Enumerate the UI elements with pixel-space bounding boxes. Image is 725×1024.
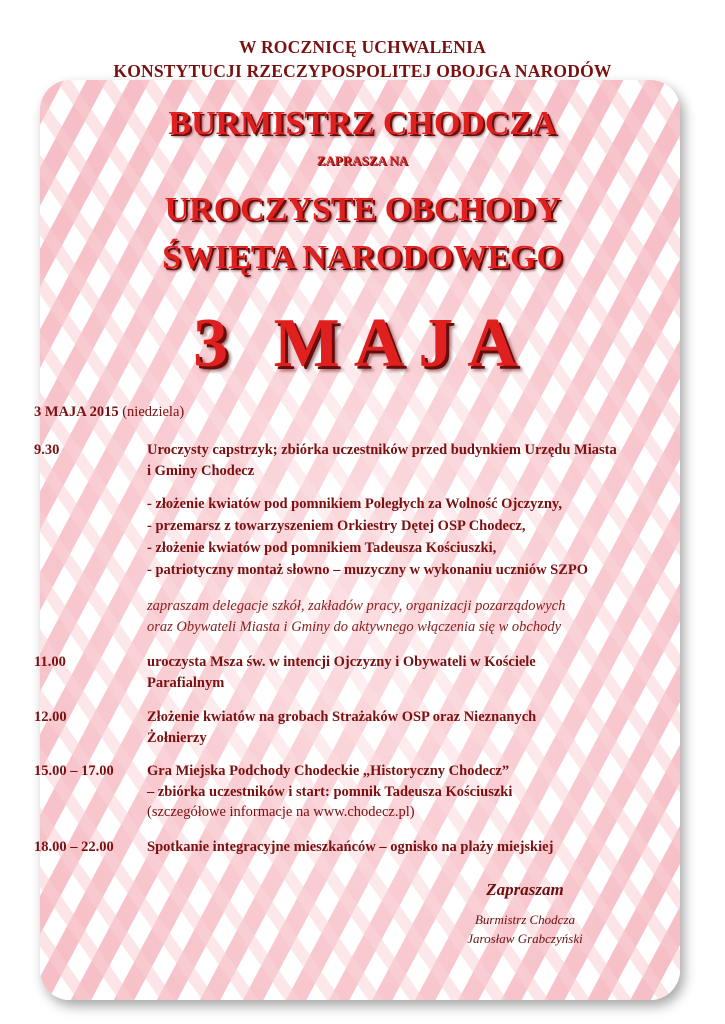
mayor-heading: BURMISTRZ CHODCZA xyxy=(168,105,557,142)
event-1500-line3: (szczegółowe informacje na www.chodecz.pl) xyxy=(147,804,415,820)
signature-title: Burmistrz Chodcza xyxy=(474,912,576,927)
program-date-day: (niedziela) xyxy=(118,404,185,420)
event-sub-2: - przemarsz z towarzyszeniem Orkiestry Dętej OSP Chodecz, xyxy=(147,518,526,534)
program-date-bold: 3 MAJA 2015 xyxy=(34,404,119,420)
time-1200: 12.00 xyxy=(34,709,67,725)
time-1100: 11.00 xyxy=(34,654,66,670)
celebration-heading: UROCZYSTE OBCHODY xyxy=(164,191,561,228)
invites-text: ZAPRASZA NA xyxy=(316,153,409,168)
invite-line-1: zapraszam delegacje szkół, zakładów pracy, organizacji pozarządowych xyxy=(147,598,566,614)
signature-name: Jarosław Grabczyński xyxy=(467,931,583,946)
signature-invite: Zapraszam xyxy=(486,880,564,899)
time-1800: 18.00 – 22.00 xyxy=(34,839,114,855)
event-1500-line2: – zbiórka uczestników i start: pomnik Tadeusza Kościuszki xyxy=(147,784,513,800)
anniversary-line-2: KONSTYTUCJI RZECZYPOSPOLITEJ OBOJGA NARODÓW xyxy=(113,61,612,81)
event-1100-line1: uroczysta Msza św. w intencji Ojczyzny i Obywateli w Kościele xyxy=(147,654,536,670)
time-1500: 15.00 – 17.00 xyxy=(34,763,114,779)
time-930: 9.30 xyxy=(34,442,60,458)
program-date xyxy=(34,402,184,423)
event-930-line1: Uroczysty capstrzyk; zbiórka uczestników przed budynkiem Urzędu Miasta xyxy=(147,442,617,458)
invite-line-2: oraz Obywateli Miasta i Gminy do aktywnego włączenia się w obchody xyxy=(147,619,562,635)
event-1500-line1: Gra Miejska Podchody Chodeckie „Historyczny Chodecz” xyxy=(147,763,510,779)
event-1200-line1: Złożenie kwiatów na grobach Strażaków OSP oraz Nieznanych xyxy=(147,709,537,725)
event-sub-3: - złożenie kwiatów pod pomnikiem Tadeusza Kościuszki, xyxy=(147,540,497,556)
date-heading: 3 MAJA xyxy=(193,305,532,382)
event-sub-1: - złożenie kwiatów pod pomnikiem Poległych za Wolność Ojczyzny, xyxy=(147,496,562,512)
anniversary-line-1: W ROCZNICĘ UCHWALENIA xyxy=(239,37,486,57)
event-930-line2: i Gminy Chodecz xyxy=(147,463,255,479)
holiday-heading: ŚWIĘTA NARODOWEGO xyxy=(162,239,563,276)
event-sub-4: - patriotyczny montaż słowno – muzyczny w wykonaniu uczniów SZPO xyxy=(147,562,589,578)
event-1800-line1: Spotkanie integracyjne mieszkańców – ognisko na plaży miejskiej xyxy=(147,839,554,855)
event-1100-line2: Parafialnym xyxy=(147,675,225,691)
event-1200-line2: Żołnierzy xyxy=(147,730,207,746)
